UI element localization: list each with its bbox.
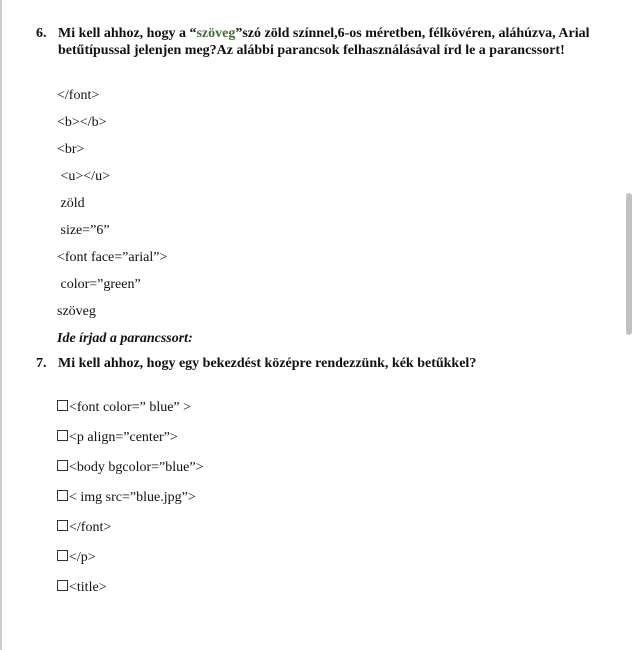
q7-option-p-close[interactable]: </p> bbox=[57, 549, 96, 566]
vertical-scrollbar[interactable] bbox=[626, 193, 632, 335]
checkbox-icon[interactable] bbox=[57, 430, 68, 441]
checkbox-icon[interactable] bbox=[57, 580, 68, 591]
q6-item-underline: <u></u> bbox=[57, 169, 110, 184]
q6-item-font-face: <font face=”arial”> bbox=[57, 250, 168, 265]
q6-item-color: color=”green” bbox=[57, 277, 141, 292]
checkbox-icon[interactable] bbox=[57, 400, 68, 411]
q6-item-font-close: </font> bbox=[57, 88, 100, 103]
question-6-number: 6. bbox=[36, 26, 47, 41]
q6-item-zold: zöld bbox=[57, 196, 85, 211]
q7-option-img-src[interactable]: < img src=”blue.jpg”> bbox=[57, 489, 196, 506]
page-left-border bbox=[0, 0, 2, 650]
q6-item-br: <br> bbox=[57, 142, 85, 157]
q7-option-font-color[interactable]: <font color=” blue” > bbox=[57, 399, 191, 416]
q6-item-bold: <b></b> bbox=[57, 115, 107, 130]
q7-option-title[interactable]: <title> bbox=[57, 579, 107, 596]
answer-prompt: Ide írjad a parancssort: bbox=[57, 331, 193, 346]
question-6-text: Mi kell ahhoz, hogy a “szöveg”szó zöld színnel,6-os méretben, félkövéren, aláhúzva, Arial betűtípussal jelenjen meg?Az alábbi parancsok felhasználásával írd le a parancssort! bbox=[58, 26, 590, 58]
question-7-number: 7. bbox=[36, 356, 47, 371]
q7-option-p-align[interactable]: <p align=”center”> bbox=[57, 429, 178, 446]
q7-option-body-bgcolor[interactable]: <body bgcolor=”blue”> bbox=[57, 459, 203, 476]
question-7-text: Mi kell ahhoz, hogy egy bekezdést középre rendezzünk, kék betűkkel? bbox=[58, 356, 477, 371]
q7-option-font-close[interactable]: </font> bbox=[57, 519, 111, 536]
checkbox-icon[interactable] bbox=[57, 520, 68, 531]
checkbox-icon[interactable] bbox=[57, 490, 68, 501]
highlighted-word: szöveg bbox=[196, 26, 236, 41]
q6-item-size: size=”6” bbox=[57, 223, 110, 238]
checkbox-icon[interactable] bbox=[57, 550, 68, 561]
checkbox-icon[interactable] bbox=[57, 460, 68, 471]
q6-item-szoveg: szöveg bbox=[57, 304, 96, 319]
